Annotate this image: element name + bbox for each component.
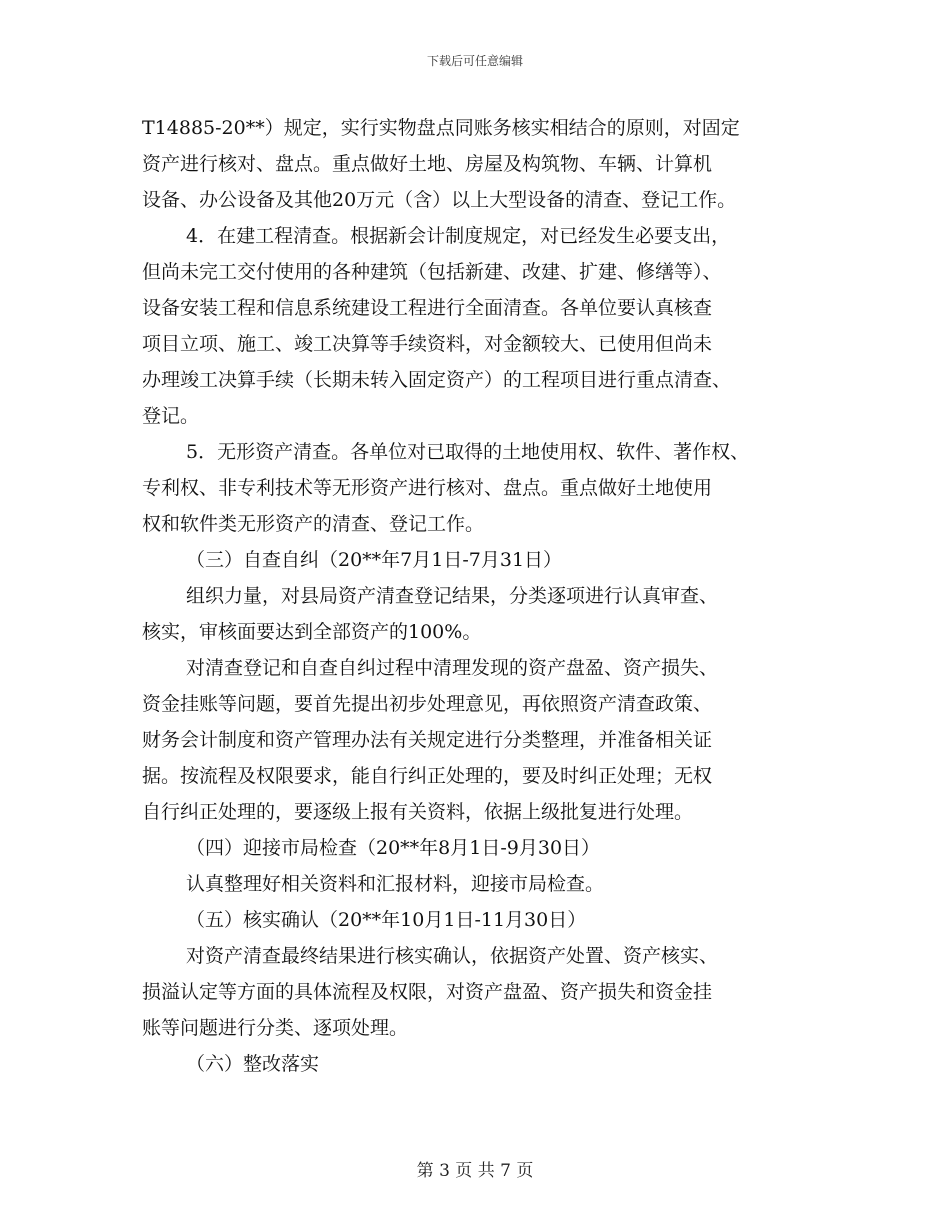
page-footer: 第 3 页 共 7 页 (416, 1161, 534, 1181)
paragraph-first-line: 4．在建工程清查。根据新会计制度规定，对已经发生必要支出， (186, 225, 731, 247)
text-line: 设备、办公设备及其他20万元（含）以上大型设备的清查、登记工作。 (142, 189, 737, 211)
text-line: T14885-20**）规定，实行实物盘点同账务核实相结合的原则，对固定 (142, 117, 740, 139)
text-line: 账等问题进行分类、逐项处理。 (142, 1017, 409, 1039)
text-line: 登记。 (142, 405, 200, 427)
section-heading: （四）迎接市局检查（20**年8月1日-9月30日） (186, 837, 601, 859)
page-header: 下载后可任意编辑 (426, 54, 523, 68)
text-line: 自行纠正处理的，要逐级上报有关资料，依据上级批复进行处理。 (142, 801, 694, 823)
section-heading: （六）整改落实 (186, 1053, 320, 1075)
text-line: 专利权、非专利技术等无形资产进行核对、盘点。重点做好土地使用 (142, 477, 713, 499)
text-line: 核实，审核面要达到全部资产的100%。 (142, 621, 482, 643)
text-line: 设备安装工程和信息系统建设工程进行全面清查。各单位要认真核查 (142, 297, 713, 319)
text-line: 项目立项、施工、竣工决算等手续资料，对金额较大、已使用但尚未 (142, 333, 713, 355)
text-line: 财务会计制度和资产管理办法有关规定进行分类整理，并准备相关证 (142, 729, 713, 751)
text-line: 但尚未完工交付使用的各种建筑（包括新建、改建、扩建、修缮等）、 (142, 261, 722, 283)
text-line: 据。按流程及权限要求，能自行纠正处理的，要及时纠正处理；无权 (142, 765, 713, 787)
paragraph-first-line: 认真整理好相关资料和汇报材料，迎接市局检查。 (186, 873, 605, 895)
paragraph-first-line: 组织力量，对县局资产清查登记结果，分类逐项进行认真审查、 (186, 585, 719, 607)
text-line: 办理竣工决算手续（长期未转入固定资产）的工程项目进行重点清查、 (142, 369, 732, 391)
text-line: 资产进行核对、盘点。重点做好土地、房屋及构筑物、车辆、计算机 (142, 153, 713, 175)
section-heading: （五）核实确认（20**年10月1日-11月30日） (186, 909, 587, 931)
section-heading: （三）自查自纠（20**年7月1日-7月31日） (186, 549, 563, 571)
paragraph-first-line: 对清查登记和自查自纠过程中清理发现的资产盘盈、资产损失、 (186, 657, 719, 679)
text-line: 权和软件类无形资产的清查、登记工作。 (142, 513, 485, 535)
document-body (142, 110, 822, 1082)
paragraph-first-line: 对资产清查最终结果进行核实确认，依据资产处置、资产核实、 (186, 945, 719, 967)
paragraph-first-line: 5．无形资产清查。各单位对已取得的土地使用权、软件、著作权、 (186, 441, 750, 463)
text-line: 损溢认定等方面的具体流程及权限，对资产盘盈、资产损失和资金挂 (142, 981, 713, 1003)
text-line: 资金挂账等问题，要首先提出初步处理意见，再依照资产清查政策、 (142, 693, 713, 715)
